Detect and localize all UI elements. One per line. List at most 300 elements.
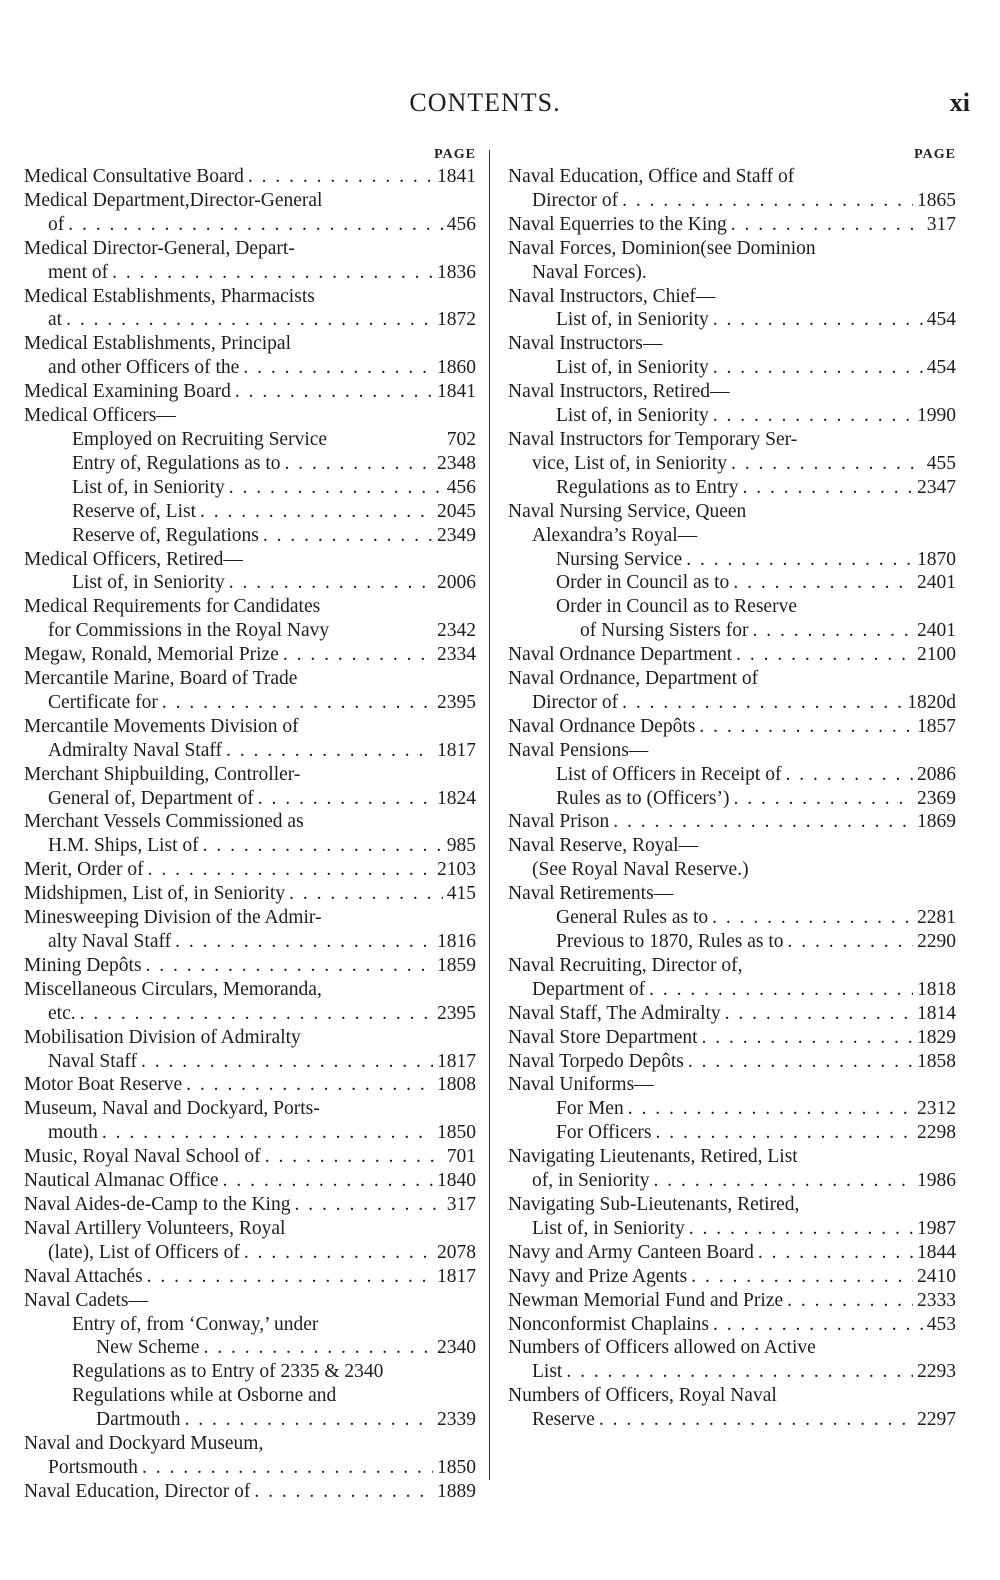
page-reference: 1857 [917, 715, 956, 737]
entry-text: Naval Reserve, Royal— [508, 835, 699, 857]
entry-text: and other Officers of the [48, 357, 240, 379]
page-reference: 2298 [917, 1122, 956, 1144]
page-reference: 1817 [437, 1050, 476, 1072]
index-line [508, 619, 956, 643]
index-entry [24, 548, 476, 596]
index-line [508, 643, 956, 667]
dot-leader [226, 739, 433, 763]
dot-leader [731, 452, 923, 476]
entry-text: List of, in Seniority [72, 476, 225, 498]
index-line [508, 380, 956, 404]
entry-text: Numbers of Officers, Royal Naval [508, 1385, 777, 1407]
index-entry [508, 1050, 956, 1074]
index-line [508, 524, 956, 548]
index-line [508, 1050, 956, 1074]
entry-text: Merchant Shipbuilding, Controller- [24, 763, 301, 785]
index-entry [24, 165, 476, 189]
entry-text: Previous to 1870, Rules as to [556, 931, 784, 952]
index-entry [24, 332, 476, 380]
page-reference: 1859 [437, 954, 476, 976]
dot-leader [235, 380, 433, 404]
page-reference: 1990 [917, 405, 956, 427]
entry-text: Regulations as to Entry of 2335 & 2340 [72, 1361, 384, 1383]
index-entry [24, 1432, 476, 1480]
page-reference: 2348 [437, 452, 476, 474]
dot-leader [248, 165, 433, 189]
index-line [508, 1002, 956, 1026]
index-line [508, 834, 956, 858]
entry-text: Director of [532, 691, 619, 713]
dot-leader [186, 1073, 433, 1097]
index-entry [508, 1073, 956, 1145]
entry-text: Minesweeping Division of the Admir- [24, 907, 322, 929]
index-line [24, 667, 476, 691]
dot-leader [289, 882, 443, 906]
page-reference: 2100 [917, 644, 956, 666]
page-reference: 456 [446, 213, 476, 235]
index-line [24, 1193, 476, 1217]
entry-text: Naval Instructors, Chief— [508, 285, 716, 307]
page-reference: 1829 [917, 1026, 956, 1048]
dot-leader [203, 1336, 433, 1360]
index-entry [508, 1336, 956, 1384]
entry-text: Newman Memorial Fund and Prize [508, 1289, 784, 1311]
page-reference: 2086 [917, 763, 956, 785]
index-line [24, 1145, 476, 1169]
index-line [508, 1360, 956, 1384]
entry-text: (See Royal Naval Reserve.) [532, 859, 749, 881]
dot-leader [686, 548, 913, 572]
index-line [508, 428, 956, 452]
page-reference: 453 [926, 1313, 956, 1335]
entry-text: List of, in Seniority [556, 309, 709, 331]
index-line [24, 1336, 476, 1360]
page-reference: 2103 [437, 859, 476, 881]
entry-text: Naval Ordnance, Department of [508, 668, 759, 690]
entry-text: Navy and Prize Agents [508, 1265, 688, 1287]
index-entry [508, 1026, 956, 1050]
dot-leader [223, 1169, 433, 1193]
index-entry [24, 667, 476, 715]
dot-leader [294, 1193, 442, 1217]
page-reference: 1820d [907, 691, 956, 713]
page-reference: 1816 [437, 931, 476, 952]
index-line [24, 834, 476, 858]
page-reference: 2410 [917, 1265, 956, 1287]
page-header [0, 88, 1000, 128]
index-entry [508, 739, 956, 811]
index-line [508, 476, 956, 500]
entry-text: of Nursing Sisters for [580, 620, 749, 642]
index-entry [24, 643, 476, 667]
entry-text: Numbers of Officers allowed on Active [508, 1337, 816, 1359]
dot-leader [258, 787, 433, 811]
page-reference: 2297 [917, 1409, 956, 1431]
entry-text: Reserve of, Regulations [72, 524, 259, 546]
page-reference: 2078 [437, 1241, 476, 1263]
index-line [508, 1169, 956, 1193]
index-line [24, 308, 476, 332]
page-reference: 1869 [917, 811, 956, 833]
entry-text: Navigating Sub-Lieutenants, Retired, [508, 1193, 800, 1215]
dot-leader [731, 213, 923, 237]
page-reference: 1860 [437, 357, 476, 379]
index-line [24, 356, 476, 380]
entry-text: Medical Consultative Board [24, 166, 244, 187]
page-reference: 415 [446, 883, 476, 905]
dot-leader [613, 810, 913, 834]
index-line [508, 308, 956, 332]
entry-text: Naval Equerries to the King [508, 213, 727, 235]
index-entry [24, 1480, 476, 1504]
dot-leader [200, 500, 433, 524]
index-line [508, 1097, 956, 1121]
entry-text: Director of [532, 189, 619, 211]
index-line [24, 715, 476, 739]
index-entry [24, 1169, 476, 1193]
page-reference: 1987 [917, 1217, 956, 1239]
index-line [508, 1265, 956, 1289]
entry-text: Admiralty Naval Staff [48, 739, 223, 761]
dot-leader [733, 787, 913, 811]
entry-text: List of, in Seniority [532, 1217, 685, 1239]
entry-text: Navigating Lieutenants, Retired, List [508, 1146, 798, 1168]
index-line [508, 189, 956, 213]
index-line [24, 1050, 476, 1074]
index-line [24, 1408, 476, 1432]
index-entry [508, 1145, 956, 1193]
index-line [24, 1241, 476, 1265]
dot-leader [649, 978, 913, 1002]
entry-text: Medical Department,Director-General [24, 189, 323, 211]
dot-leader [254, 1480, 433, 1504]
entry-text: Certificate for [48, 691, 158, 713]
page-reference: 1872 [437, 309, 476, 331]
index-entry [508, 715, 956, 739]
page-reference: 2349 [437, 524, 476, 546]
page-reference: 2293 [917, 1361, 956, 1383]
index-entry [24, 1193, 476, 1217]
index-line [508, 882, 956, 906]
entry-text: For Men [556, 1098, 624, 1120]
entry-text: Naval Instructors for Temporary Ser- [508, 428, 798, 450]
entry-text: Medical Establishments, Principal [24, 333, 291, 355]
index-line [508, 548, 956, 572]
index-line [508, 1026, 956, 1050]
entry-text: Naval Ordnance Depôts [508, 715, 696, 737]
dot-leader [758, 1241, 913, 1265]
dot-leader [229, 571, 433, 595]
index-entry [508, 810, 956, 834]
index-line [24, 882, 476, 906]
index-entry [508, 882, 956, 954]
index-entry [24, 978, 476, 1026]
dot-leader [743, 476, 913, 500]
dot-leader [689, 1217, 913, 1241]
dot-leader [112, 261, 433, 285]
page-reference: 1986 [917, 1170, 956, 1192]
index-entry [508, 1289, 956, 1313]
entry-text: Naval Education, Director of [24, 1480, 251, 1502]
page-reference: 2339 [437, 1409, 476, 1431]
entry-text: Mobilisation Division of Admiralty [24, 1026, 301, 1048]
entry-text: Midshipmen, List of, in Seniority [24, 883, 286, 905]
entry-text: Naval Prison [508, 811, 610, 833]
entry-text: Employed on Recruiting Service [72, 428, 328, 450]
entry-text: General of, Department of [48, 787, 254, 809]
entry-text: Naval Uniforms— [508, 1074, 654, 1096]
index-line [508, 1336, 956, 1360]
dot-leader [725, 1002, 913, 1026]
entry-text: Medical Officers— [24, 405, 176, 427]
dot-leader [752, 619, 913, 643]
page-reference: 454 [926, 309, 956, 331]
index-line [24, 1265, 476, 1289]
entry-text: Medical Examining Board [24, 381, 231, 403]
entry-text: Naval Instructors— [508, 333, 663, 355]
index-line [508, 858, 956, 882]
index-entry [508, 1313, 956, 1337]
page-column-label: PAGE [914, 147, 956, 162]
index-entry [24, 380, 476, 404]
dot-leader [622, 691, 903, 715]
index-line [24, 1169, 476, 1193]
index-line [508, 1289, 956, 1313]
index-line [24, 978, 476, 1002]
entry-text: Naval Staff [48, 1050, 137, 1072]
page-reference: 1824 [437, 787, 476, 809]
page-reference: 2342 [437, 620, 476, 642]
entry-text: Medical Requirements for Candidates [24, 596, 321, 618]
index-line [24, 404, 476, 428]
page-reference: 701 [446, 1146, 476, 1168]
dot-leader [102, 1121, 433, 1145]
dot-leader [80, 1002, 433, 1026]
entry-text: Regulations while at Osborne and [72, 1385, 337, 1407]
index-entry [24, 595, 476, 643]
index-line [508, 739, 956, 763]
index-line [24, 1360, 476, 1384]
entry-text: Naval Cadets— [24, 1289, 149, 1311]
entry-text: New Scheme [96, 1337, 200, 1359]
dot-leader [285, 452, 433, 476]
page-reference: 2312 [917, 1098, 956, 1120]
entry-text: Nonconformist Chaplains [508, 1313, 709, 1335]
dot-leader [148, 858, 433, 882]
index-line [508, 787, 956, 811]
entry-text: of, in Seniority [532, 1170, 650, 1192]
page-reference: 2045 [437, 500, 476, 522]
index-entry [508, 165, 956, 213]
entry-text: Mercantile Marine, Board of Trade [24, 668, 298, 690]
dot-leader [691, 1265, 913, 1289]
index-entry [508, 380, 956, 428]
index-line [24, 1217, 476, 1241]
index-line [508, 1241, 956, 1265]
page-reference: 2395 [437, 691, 476, 713]
index-line [24, 691, 476, 715]
dot-leader [329, 619, 437, 643]
dot-leader [787, 1289, 913, 1313]
index-line [508, 810, 956, 834]
dot-leader [243, 356, 433, 380]
index-line [24, 1121, 476, 1145]
dot-leader [785, 763, 913, 787]
entry-text: Merit, Order of [24, 859, 144, 881]
page-reference: 2340 [437, 1337, 476, 1359]
page-reference: 1817 [437, 739, 476, 761]
entry-text: Music, Royal Naval School of [24, 1146, 261, 1168]
entry-text: ment of [48, 261, 109, 283]
entry-text: Entry of, from ‘Conway,’ under [72, 1313, 319, 1335]
page-reference: 317 [446, 1193, 476, 1215]
index-entry [508, 332, 956, 380]
entry-text: Naval Torpedo Depôts [508, 1050, 684, 1072]
dot-leader [699, 715, 913, 739]
entry-text: Naval and Dockyard Museum, [24, 1433, 264, 1455]
index-line [24, 548, 476, 572]
entry-text: etc. [48, 1002, 76, 1024]
index-line [24, 1289, 476, 1313]
index-entry [24, 715, 476, 763]
dot-leader [622, 189, 913, 213]
dot-leader [736, 643, 913, 667]
page-reference: 1808 [437, 1074, 476, 1096]
entry-text: Medical Establishments, Pharmacists [24, 285, 315, 307]
page-reference: 2333 [917, 1289, 956, 1311]
page-reference: 1836 [437, 261, 476, 283]
entry-text: Naval Staff, The Admiralty [508, 1002, 721, 1024]
dot-leader [712, 906, 913, 930]
index-line [24, 906, 476, 930]
index-line [24, 1073, 476, 1097]
index-line [24, 954, 476, 978]
index-line [24, 237, 476, 261]
dot-leader [713, 356, 923, 380]
page-reference: 1817 [437, 1265, 476, 1287]
index-entry [24, 237, 476, 285]
entry-text: Mining Depôts [24, 954, 142, 976]
index-line [508, 1121, 956, 1145]
index-line [508, 930, 956, 954]
dot-leader [283, 643, 433, 667]
page-reference: 456 [446, 476, 476, 498]
index-line [24, 165, 476, 189]
dot-leader [327, 428, 447, 452]
index-entry [508, 428, 956, 500]
dot-leader [244, 1241, 433, 1265]
index-entry [24, 858, 476, 882]
entry-text: Megaw, Ronald, Memorial Prize [24, 644, 279, 666]
index-line [24, 1480, 476, 1504]
page-reference: 2281 [917, 907, 956, 929]
entry-text: List of, in Seniority [72, 572, 225, 594]
page-reference: 455 [926, 452, 956, 474]
entry-text: Medical Director-General, Depart- [24, 237, 295, 259]
entry-text: Naval Forces). [532, 261, 647, 283]
index-line [508, 356, 956, 380]
page-title: CONTENTS. [409, 88, 561, 117]
page-reference: 2347 [917, 476, 956, 498]
entry-text: Nursing Service [556, 548, 683, 570]
index-line [24, 1456, 476, 1480]
index-entry [24, 1265, 476, 1289]
index-line [508, 954, 956, 978]
page-reference: 317 [926, 213, 956, 235]
dot-leader [162, 691, 433, 715]
dot-leader [141, 1050, 433, 1074]
entry-text: (late), List of Officers of [48, 1241, 240, 1263]
index-entry [508, 500, 956, 643]
index-line [24, 285, 476, 309]
dot-leader [713, 308, 923, 332]
index-entry [24, 1097, 476, 1145]
entry-text: Nautical Almanac Office [24, 1170, 219, 1192]
entry-text: H.M. Ships, List of [48, 835, 199, 857]
entry-text: Naval Recruiting, Director of, [508, 954, 743, 976]
dot-leader [688, 1050, 913, 1074]
dot-leader [184, 1408, 433, 1432]
page-reference: 1889 [437, 1480, 476, 1502]
index-line [508, 500, 956, 524]
dot-leader [713, 404, 913, 428]
dot-leader [656, 1121, 914, 1145]
contents-column-right [508, 145, 956, 1432]
entry-text: Order in Council as to [556, 572, 730, 594]
entry-text: Entry of, Regulations as to [72, 452, 281, 474]
index-line [24, 739, 476, 763]
entry-text: Portsmouth [48, 1456, 138, 1478]
page-reference: 1858 [917, 1050, 956, 1072]
index-line [508, 285, 956, 309]
dot-leader [203, 834, 443, 858]
index-line [24, 1026, 476, 1050]
index-line [24, 189, 476, 213]
entry-text: at [48, 309, 63, 331]
index-line [24, 428, 476, 452]
entry-text: Alexandra’s Royal— [532, 524, 698, 546]
index-entry [24, 1026, 476, 1074]
entry-text: Rules as to (Officers’) [556, 787, 730, 809]
index-line [508, 906, 956, 930]
dot-leader [66, 308, 433, 332]
dot-leader [654, 1169, 913, 1193]
index-entry [24, 810, 476, 858]
entry-text: Naval Ordnance Department [508, 644, 733, 666]
dot-leader [788, 930, 914, 954]
index-entry [24, 404, 476, 547]
entry-text: General Rules as to [556, 907, 709, 929]
index-entry [24, 189, 476, 237]
index-entry [508, 237, 956, 285]
page-column-label: PAGE [434, 147, 476, 162]
index-entry [508, 1193, 956, 1241]
page-reference: 2369 [917, 787, 956, 809]
index-line [24, 619, 476, 643]
index-line [508, 715, 956, 739]
index-line [508, 595, 956, 619]
entry-text: for Commissions in the Royal Navy [48, 620, 330, 642]
index-line [24, 452, 476, 476]
entry-text: Order in Council as to Reserve [556, 596, 797, 618]
index-entry [24, 1217, 476, 1265]
page-reference: 985 [446, 835, 476, 857]
index-line [24, 595, 476, 619]
entry-text: List of, in Seniority [556, 405, 709, 427]
page-reference: 2334 [437, 644, 476, 666]
page-reference: 1870 [917, 548, 956, 570]
entry-text: vice, List of, in Seniority [532, 452, 727, 474]
